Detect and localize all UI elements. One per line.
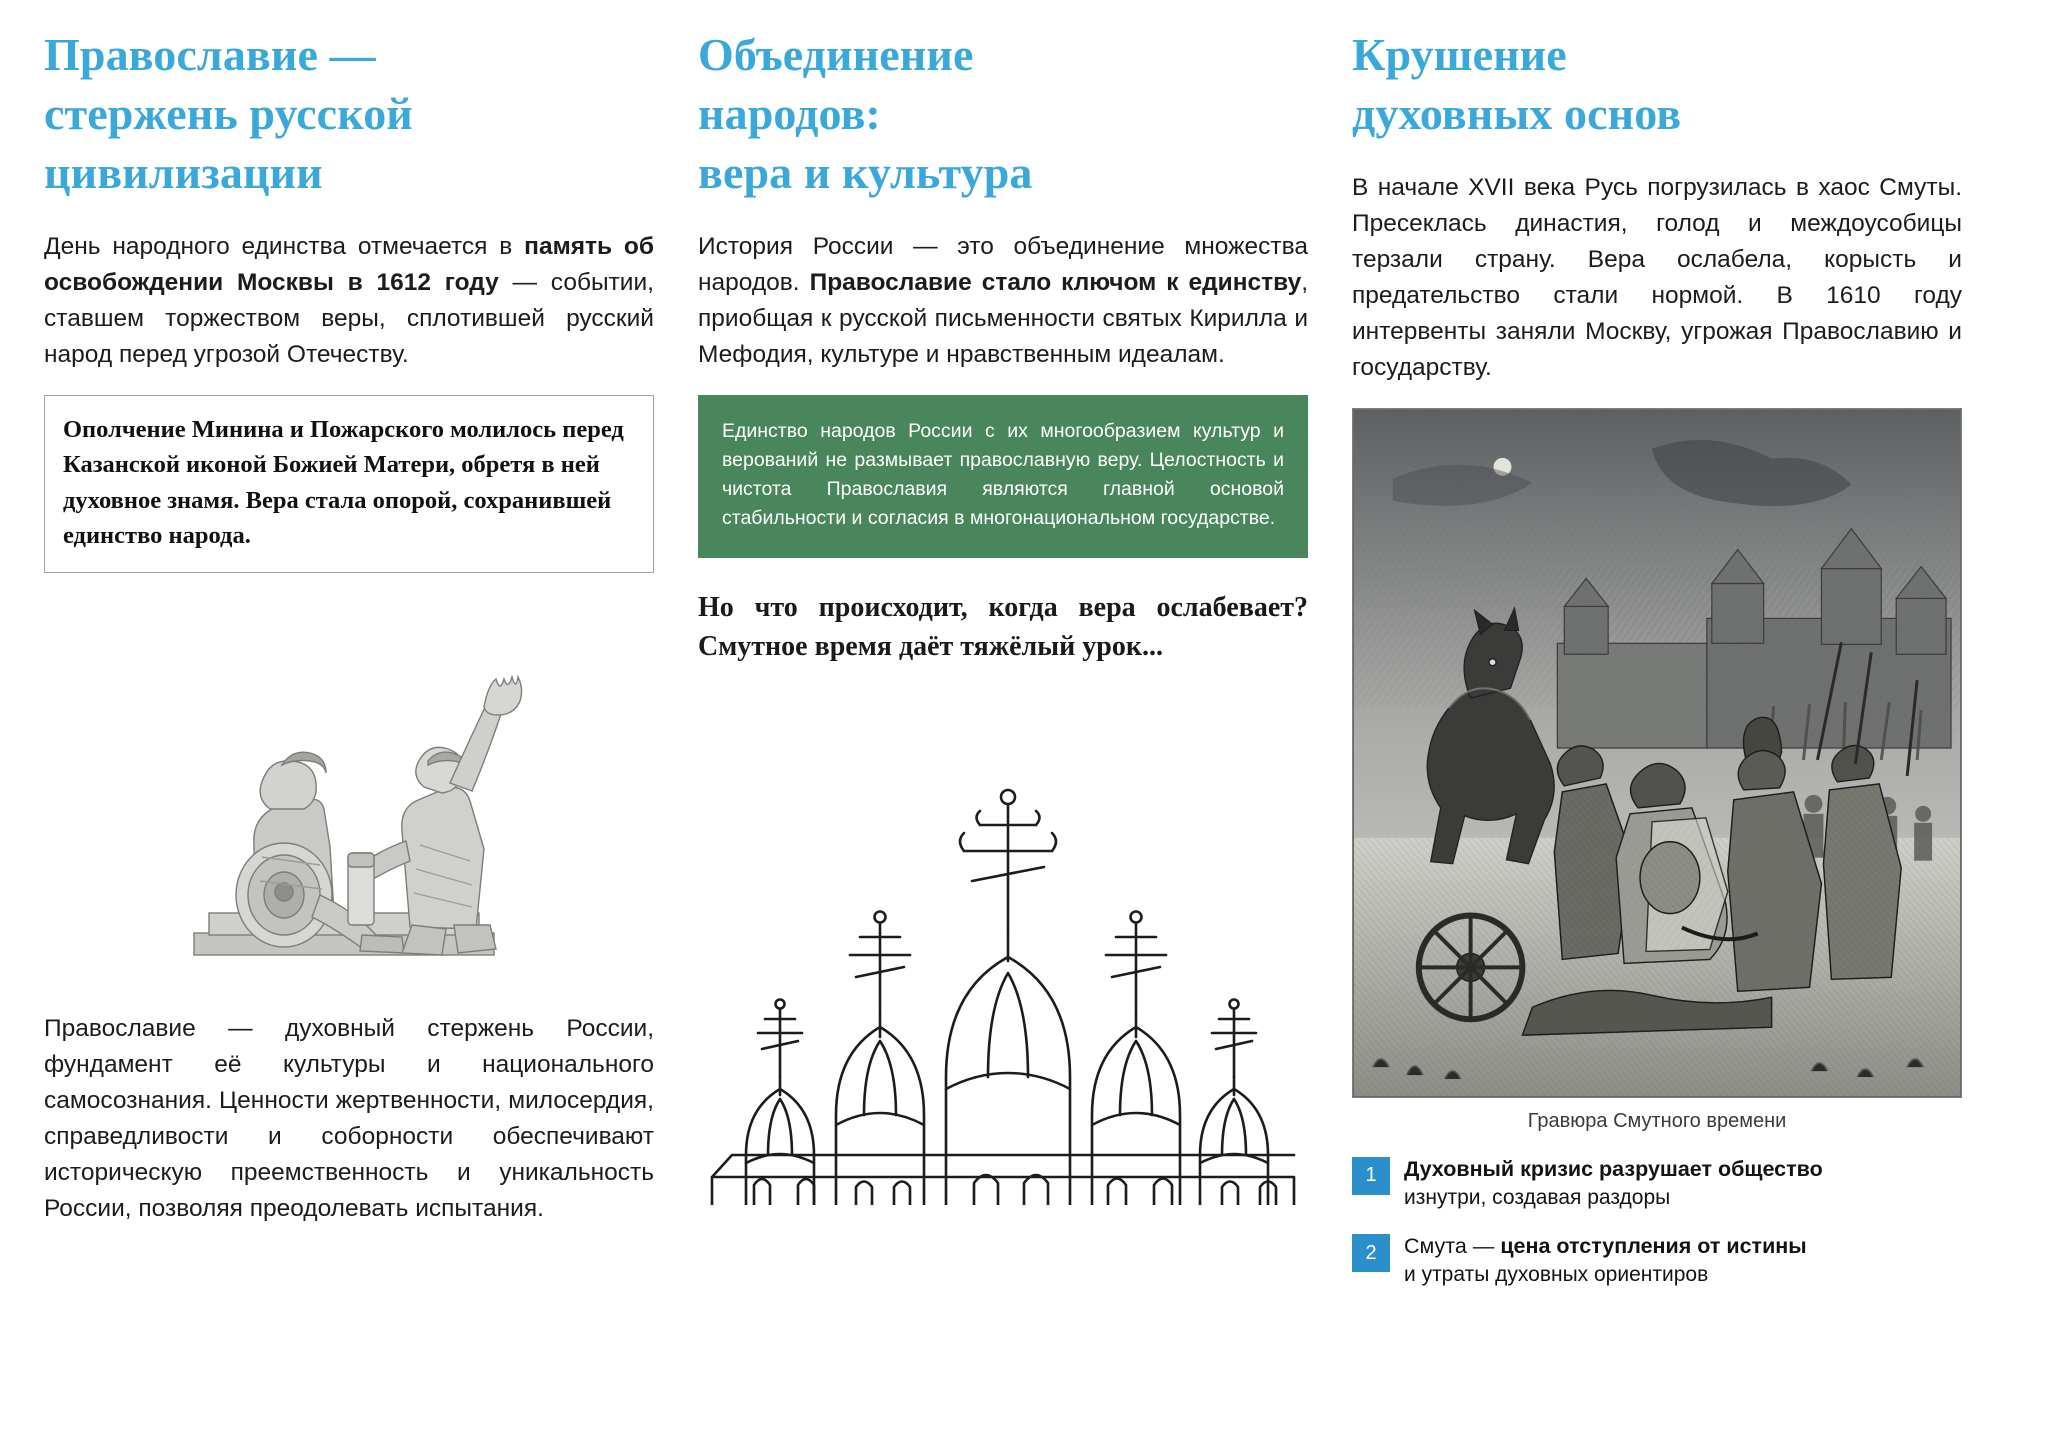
list-item-strong: Духовный кризис разрушает общество bbox=[1404, 1156, 1823, 1181]
page-title-column-2 bbox=[698, 26, 1308, 203]
intro-paragraph-column-3: В начале XVII века Русь погрузилась в хаос Смуты. Пресеклась династия, голод и междоусобицы терзали страну. Вера ослабела, корысть и предательство стали нормой. В 1610 году интервенты заняли Москву, угрожая Православию и государству. bbox=[1352, 173, 1962, 381]
list-item-lead: Смута — bbox=[1404, 1234, 1501, 1259]
paragraph-part: , приобщая к русской письменности святых Кирилла и Мефодия, культуре и нравственным идеалам. bbox=[698, 268, 1309, 368]
paragraph-emphasis: память об освобождении Москвы в 1612 году bbox=[44, 232, 654, 296]
page-title-column-1 bbox=[44, 26, 654, 203]
heading-line: Крушение bbox=[1352, 29, 1567, 80]
list-item-text bbox=[1404, 1155, 1823, 1212]
heading-line: стержень русской bbox=[44, 87, 413, 139]
column-unity-of-peoples bbox=[698, 26, 1308, 1448]
list-item bbox=[1352, 1155, 1962, 1212]
list-item-strong: цена отступления от истины bbox=[1500, 1234, 1807, 1259]
heading-line: Православие — bbox=[44, 29, 376, 80]
list-number-badge: 2 bbox=[1352, 1234, 1390, 1272]
intro-paragraph-column-1 bbox=[44, 229, 654, 373]
quote-box-column-1 bbox=[44, 395, 654, 573]
heading-line: цивилизации bbox=[44, 146, 323, 198]
heading-line: Объединение bbox=[698, 29, 974, 80]
list-item bbox=[1352, 1232, 1962, 1289]
highlight-box-text: Единство народов России с их многообразием культур и верований не размывает православную веру. Целостность и чистота Православия являются главной основой стабильности и согласия в многонациональном государстве. bbox=[722, 419, 1284, 530]
paragraph-part: День народного единства отмечается в bbox=[44, 232, 525, 260]
list-item-text bbox=[1404, 1232, 1807, 1289]
list-number-badge: 1 bbox=[1352, 1157, 1390, 1195]
page-title-column-3 bbox=[1352, 26, 1962, 144]
heading-line: народов: bbox=[698, 87, 881, 139]
column-orthodoxy-core bbox=[44, 26, 654, 1448]
statue-illustration-wrap bbox=[44, 595, 654, 995]
heading-line: вера и культура bbox=[698, 146, 1033, 198]
monument-statue-icon bbox=[134, 595, 554, 985]
highlight-box-column-2 bbox=[698, 395, 1308, 558]
paragraph-part: — событии, ставшем торжеством веры, сплотившей русский народ перед угрозой Отечеству. bbox=[44, 268, 654, 368]
domes-illustration-wrap bbox=[698, 685, 1308, 1205]
list-item-subtext: изнутри, создавая раздоры bbox=[1404, 1185, 1671, 1209]
image-caption: Гравюра Смутного времени bbox=[1527, 1109, 1787, 1132]
lead-question-column-2: Но что происходит, когда вера ослабевает? Смутное время даёт тяжёлый урок... bbox=[698, 591, 1308, 663]
list-item-subtext: и утраты духовных ориентиров bbox=[1404, 1263, 1709, 1287]
quote-box-text: Ополчение Минина и Пожарского молилось перед Казанской иконой Божией Матери, обретя в ней духовное знамя. Вера стала опорой, сохранившей единство народа. bbox=[63, 415, 624, 550]
heading-line: духовных основ bbox=[1352, 87, 1682, 139]
closing-paragraph-column-1: Православие — духовный стержень России, фундамент её культуры и национального самосознания. Ценности жертвенности, милосердия, справедливости и соборности обеспечивают историческую преемственность и уникальность России, позволяя преодолевать испытания. bbox=[44, 1014, 654, 1222]
column-collapse-of-foundations bbox=[1352, 26, 1962, 1448]
paragraph-part: История России — это объединение множества народов. bbox=[698, 232, 1308, 296]
intro-paragraph-column-2 bbox=[698, 229, 1308, 373]
paragraph-emphasis: Православие стало ключом к единству bbox=[809, 268, 1302, 296]
engraving-time-of-troubles bbox=[1352, 408, 1962, 1098]
church-domes-icon bbox=[698, 685, 1308, 1205]
